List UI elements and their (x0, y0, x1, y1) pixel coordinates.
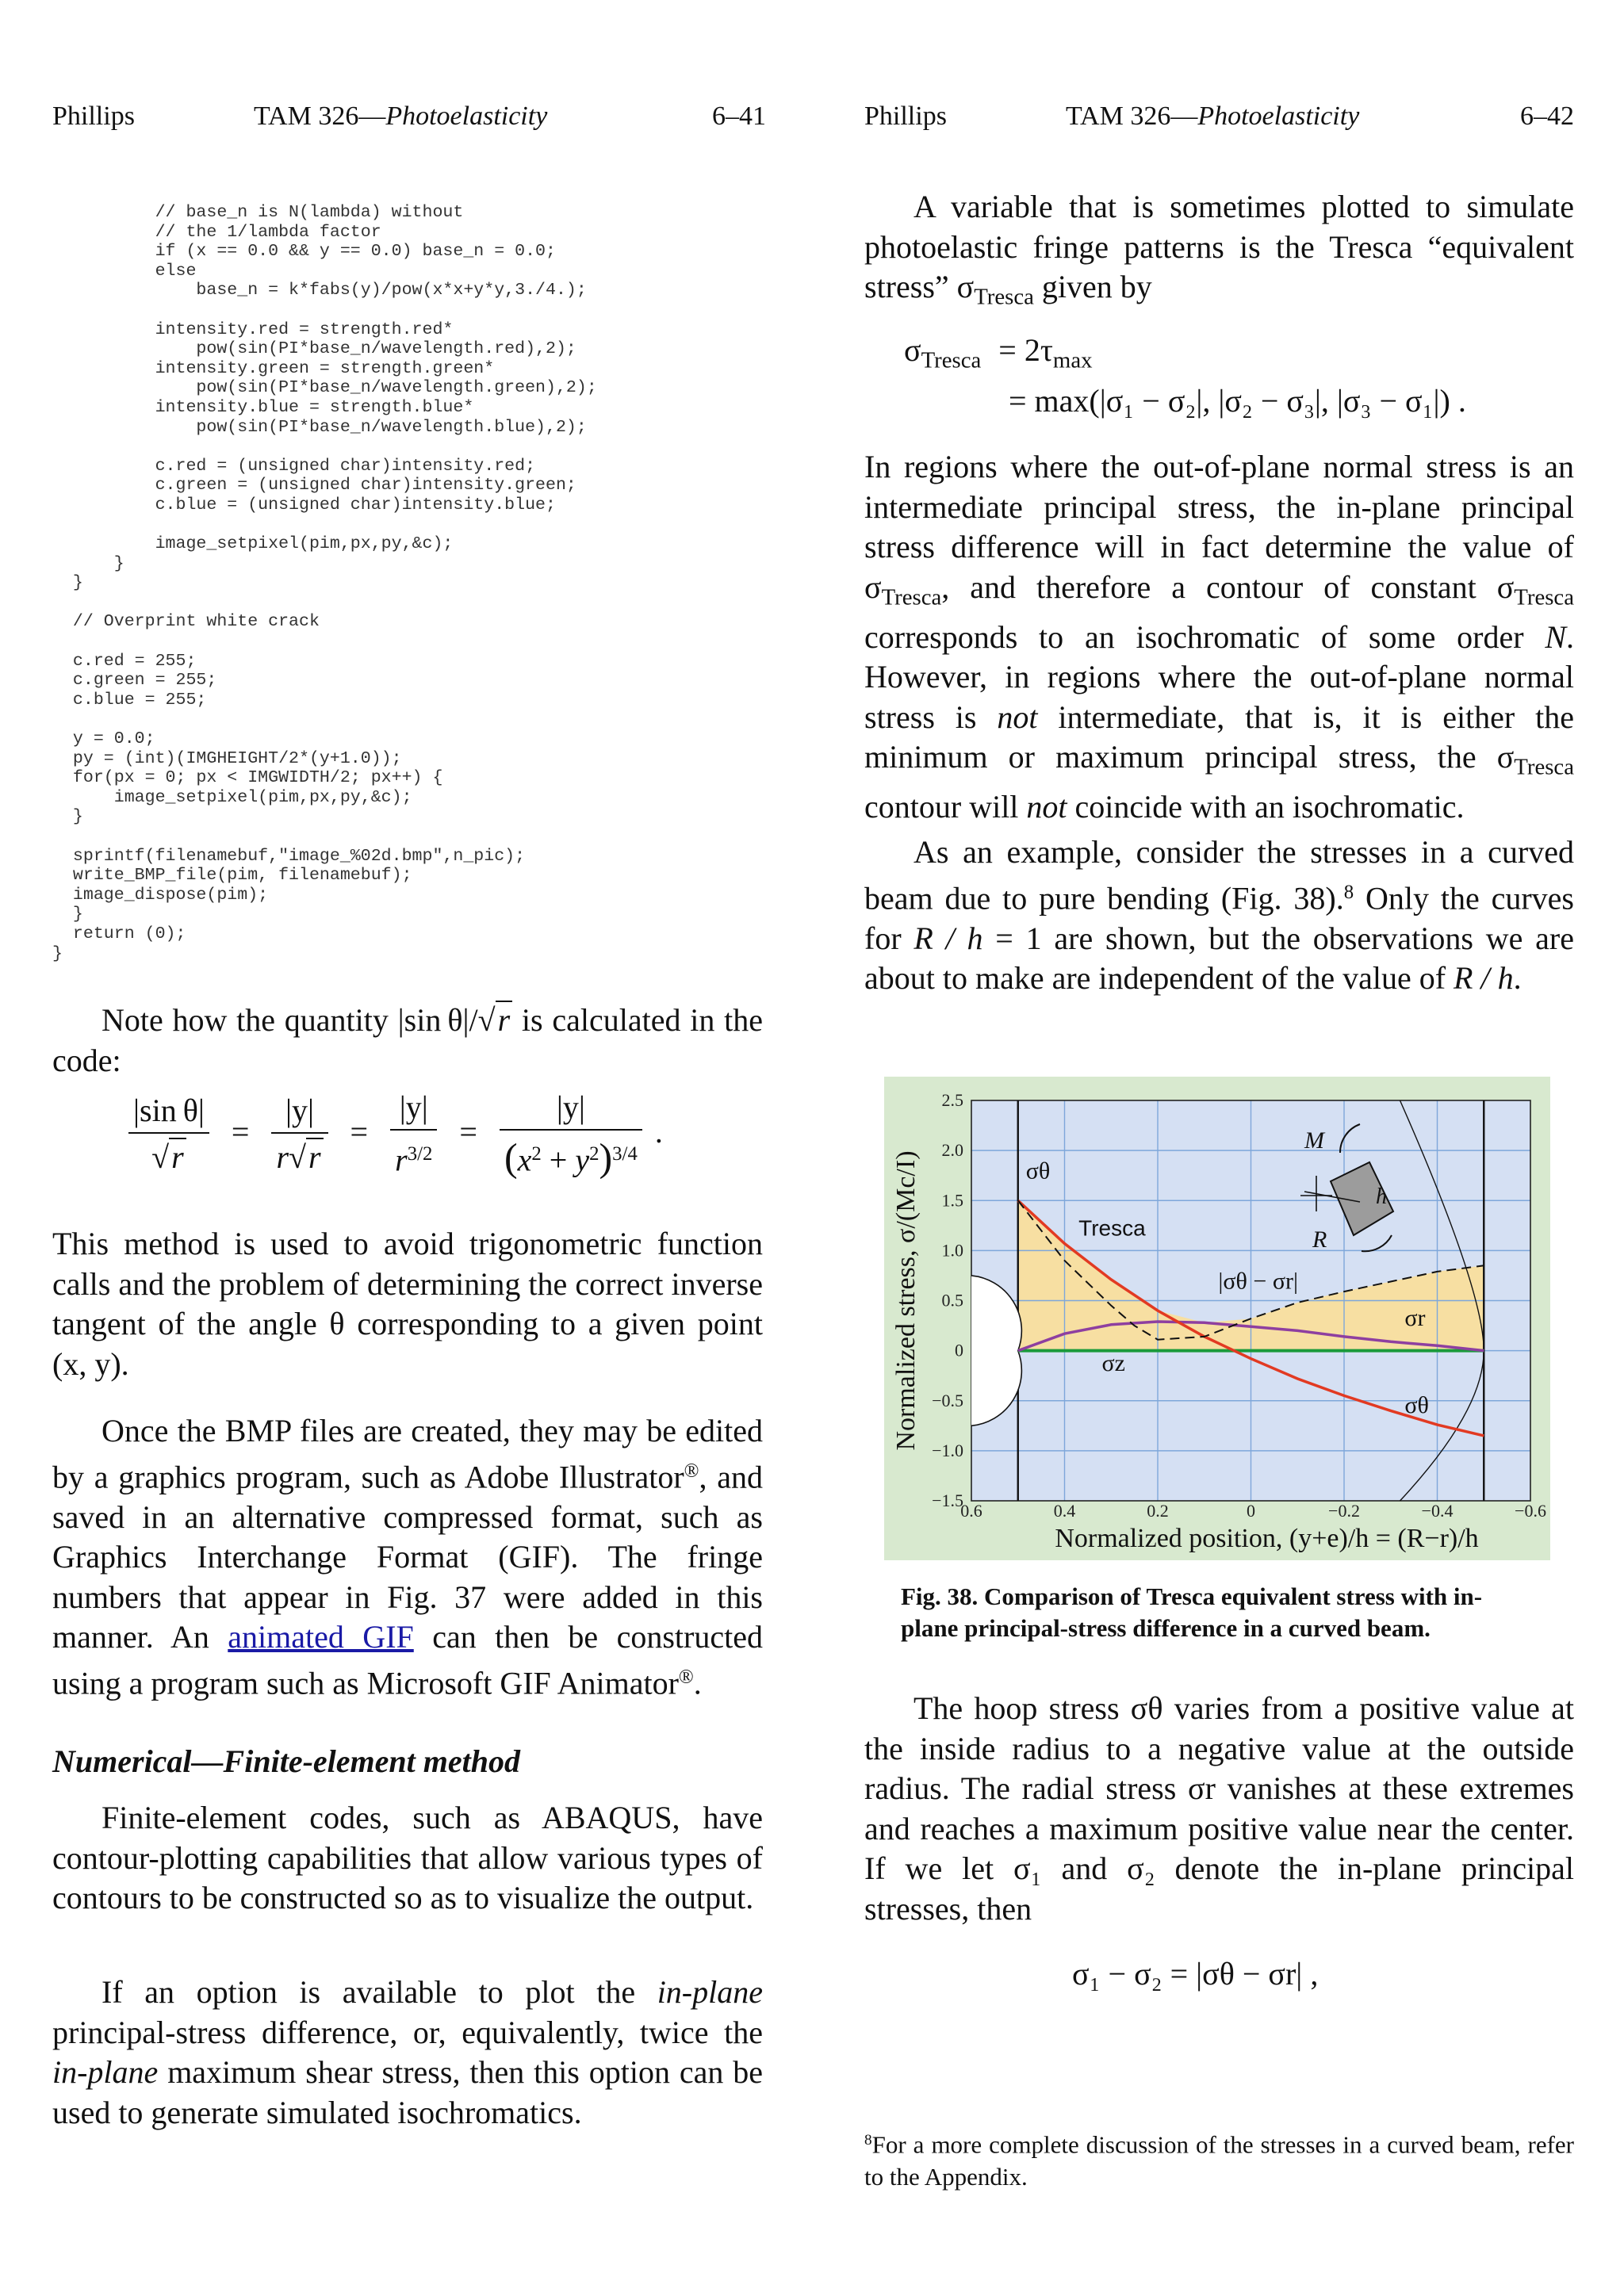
y-tick-label: −1.0 (932, 1440, 963, 1460)
code-line: // base_n is N(lambda) without (155, 203, 464, 222)
eq2-max-sub: max (1052, 347, 1093, 373)
sigma-symbol: σ (1496, 568, 1515, 605)
code-listing (52, 203, 597, 963)
option-text-2: principal-stress difference, or, equivalently, twice the (52, 2014, 763, 2050)
code-line: intensity.red = strength.red* (155, 320, 454, 339)
code-line: c.red = (unsigned char)intensity.red; (155, 456, 536, 476)
sigma-tresca-inline-1 (864, 568, 942, 610)
code-line: intensity.green = strength.green* (155, 358, 495, 378)
tresca-subscript: Tresca (881, 584, 942, 610)
code-line: } (52, 943, 63, 963)
note-text-before: Note how the quantity |sin θ|/ (102, 1002, 478, 1038)
code-line: pow(sin(PI*base_n/wavelength.red),2); (196, 339, 576, 359)
eq1-term1-num: |sin θ| (128, 1089, 209, 1134)
sigma-theta: σθ (1130, 1690, 1163, 1726)
x-tick-label: 0.4 (1053, 1501, 1076, 1521)
left-page-header (52, 101, 766, 136)
eq1-term1-den: √r (128, 1134, 209, 1181)
eq2-sigma: σ (904, 332, 921, 368)
y-tick-label: 0.5 (941, 1290, 963, 1311)
code-line: c.green = (unsigned char)intensity.green; (155, 476, 576, 496)
code-line: // Overprint white crack (72, 612, 320, 632)
option-em-1: in-plane (657, 1974, 763, 2010)
example-text-3: = 1 are shown, but the observations we are about to make are independent of the value of (864, 920, 1575, 997)
code-line: if (x == 0.0 && y == 0.0) base_n = 0.0; (155, 242, 556, 262)
bmp-text-1: Once the BMP files are created, they may be edited by a graphics program, such as Adobe Illustrator (52, 1413, 763, 1495)
code-line: write_BMP_file(pim, filenamebuf); (72, 866, 412, 886)
code-line: return (0); (72, 924, 186, 943)
code-line: y = 0.0; (72, 729, 155, 749)
eq1-term4-den: $(x^2 + y^2)^{3/4}$ (504, 1135, 638, 1180)
label-moment: M (1304, 1127, 1324, 1154)
code-line: } (72, 807, 83, 827)
label-sigma-theta-top: σθ (1025, 1158, 1051, 1184)
bmp-text-2: , and saved in an alternative compressed format, such as Graphics Interchange Format (GIF). The fringe numbers that appear in Fig. 37 were added in this manner. An (52, 1459, 763, 1655)
code-line: } (113, 553, 124, 573)
header-page-number: 6–41 (712, 101, 766, 131)
eq1-term3-num: |y| (390, 1086, 437, 1131)
eq1-term3-den-base: r (395, 1142, 408, 1178)
code-line: c.blue = (unsigned char)intensity.blue; (155, 495, 556, 515)
eq1-term2 (271, 1089, 327, 1181)
hoop-text-4: and (1041, 1850, 1128, 1886)
regions-text-1: In regions where the out-of-plane normal stress is an intermediate principal stress, the in-plane principal stress difference will in fact determine the value of (864, 449, 1574, 564)
example-text-4: . (1513, 960, 1522, 997)
tresca-tail: given by (1033, 269, 1152, 304)
sigma-symbol: σ (864, 568, 882, 605)
regions-text-5: intermediate, that is, it is either the minimum or maximum principal stress, the (864, 698, 1574, 775)
code-line: else (155, 261, 197, 281)
x-tick-label: 0 (1247, 1501, 1255, 1521)
header-course-code: TAM 326— (1066, 101, 1198, 131)
header-course (1066, 101, 1359, 132)
y-tick-label: 1.5 (941, 1190, 963, 1211)
option-text-1: If an option is available to plot the (102, 1974, 657, 2010)
paragraph-note (52, 1001, 763, 1081)
label-h: h (1376, 1184, 1387, 1209)
paragraph-bmp (52, 1411, 763, 1704)
paragraph-hoop (864, 1689, 1574, 1929)
label-principal-difference: |σθ − σr| (1218, 1268, 1299, 1295)
code-line: for(px = 0; px < IMGWIDTH/2; px++) { (72, 768, 443, 788)
code-line: } (72, 905, 83, 924)
paragraph-example (864, 832, 1574, 999)
equation-principal-difference: σ₁ − σ₂ = |σθ − σr| , (1072, 1956, 1319, 1992)
x-tick-label: −0.6 (1515, 1501, 1546, 1521)
eq2-tresca-sub: Tresca (921, 347, 982, 373)
figure-caption: Fig. 38. Comparison of Tresca equivalent stress with in-plane principal-stress difference in a curved beam. (901, 1582, 1483, 1642)
registered-mark: ® (684, 1460, 699, 1482)
x-tick-label: −0.4 (1421, 1501, 1454, 1521)
code-line: pow(sin(PI*base_n/wavelength.green),2); (196, 378, 597, 398)
y-tick-label: −0.5 (932, 1390, 963, 1410)
hoop-text-2: varies from a positive value at the inside radius to a negative value at the outside radius. The radial stress (864, 1690, 1574, 1806)
y-tick-label: 2.5 (941, 1090, 963, 1110)
footnote-mark: 8 (864, 2132, 872, 2149)
x-axis-label: Normalized position, (y+e)/h = (R−r)/h (1055, 1524, 1479, 1553)
y-tick-label: 2.0 (941, 1140, 963, 1161)
footnote-ref[interactable]: 8 (1343, 881, 1354, 903)
y-tick-label: −1.5 (932, 1490, 963, 1510)
tresca-subscript: Tresca (1514, 754, 1574, 780)
eq1-term2-den: r√r (271, 1134, 327, 1181)
y-tick-label: 0 (955, 1340, 963, 1360)
label-tresca: Tresca (1078, 1215, 1146, 1241)
sigma-symbol: σ (1496, 739, 1515, 775)
example-text-2: Only the curves for (864, 880, 1575, 956)
section-heading: Numerical—Finite-element method (52, 1743, 520, 1779)
eq1-term3-den-exp: 3/2 (407, 1143, 433, 1165)
footnote-text: For a more complete discussion of the stresses in a curved beam, refer to the Appendix. (864, 2130, 1574, 2191)
paragraph-method: This method is used to avoid trigonometric function calls and the problem of determining the correct inverse tangent of the angle θ corresponding to a given point (x, y). (52, 1226, 763, 1382)
eq1-term1 (128, 1089, 209, 1181)
regions-text-7: coincide with an isochromatic. (1067, 789, 1465, 825)
paragraph-regions (864, 447, 1574, 828)
header-page-number: 6–42 (1520, 101, 1574, 131)
eq1-term3-den (390, 1131, 437, 1184)
equation-sin-ratio: $\frac{\text{|sin θ|}}{√r}$ = $\frac{|y|}{r√r}$ = $\frac{|y|}{r^{3/2}}$ = $\frac{|y|}{(x^2 + y^2)^{3/4}}$ . (128, 1086, 663, 1184)
code-line: image_dispose(pim); (72, 885, 269, 905)
x-tick-label: −0.2 (1328, 1501, 1360, 1521)
bmp-text-end: . (693, 1665, 702, 1701)
code-line: py = (int)(IMGHEIGHT/2*(y+1.0)); (72, 748, 402, 768)
hoop-text-5: denote the in-plane principal stresses, then (864, 1850, 1575, 1927)
regions-em-N: N (1545, 618, 1566, 655)
example-em-1: R / h (914, 920, 983, 956)
hoop-text-1: The hoop stress (914, 1690, 1131, 1726)
animated-gif-link[interactable]: animated GIF (228, 1619, 414, 1655)
equation-tresca-line1 (904, 331, 1093, 374)
code-line: c.red = 255; (72, 651, 197, 671)
footnote (864, 2125, 1574, 2193)
paragraph-option (52, 1973, 763, 2133)
equation-tresca-line2: = max(|σ₁ − σ₂|, |σ₂ − σ₃|, |σ₃ − σ₁|) . (1009, 383, 1466, 419)
regions-text-3: corresponds to an isochromatic of some order (864, 618, 1545, 655)
sigma-symbol: σ (956, 269, 975, 304)
sigma-2: σ₂ (1127, 1850, 1155, 1886)
label-sigma-theta-bottom: σθ (1404, 1391, 1429, 1418)
paragraph-tresca (864, 187, 1574, 317)
code-line: pow(sin(PI*base_n/wavelength.blue),2); (196, 417, 587, 437)
registered-mark-2: ® (678, 1666, 694, 1688)
code-line: // the 1/lambda factor (155, 222, 381, 242)
bmp-text-3: can then be constructed using a program such as Microsoft GIF Animator (52, 1619, 763, 1701)
label-sigma-z: σz (1101, 1349, 1125, 1376)
tresca-text: A variable that is sometimes plotted to simulate photoelastic fringe patterns is the Tresca “equivalent stress” (864, 189, 1574, 304)
eq1-term4-exp: 3/4 (612, 1143, 638, 1165)
eq1-term4-num: |y| (500, 1086, 642, 1131)
code-line: sprintf(filenamebuf,"image_%02d.bmp",n_pic); (72, 846, 526, 866)
label-R: R (1312, 1226, 1327, 1253)
code-line: intensity.blue = strength.blue* (155, 397, 474, 417)
eq1-term4 (500, 1086, 642, 1184)
x-tick-label: 0.6 (960, 1501, 982, 1521)
sigma-1: σ₁ (1013, 1850, 1042, 1886)
option-em-2: in-plane (52, 2054, 159, 2090)
code-line: c.green = 255; (72, 671, 217, 691)
label-sigma-r: σr (1404, 1305, 1426, 1332)
regions-text-6: contour will (864, 789, 1027, 825)
code-line: base_n = k*fabs(y)/pow(x*x+y*y,3./4.); (196, 281, 587, 300)
header-author: Phillips (864, 101, 947, 131)
y-tick-label: 1.0 (941, 1240, 963, 1261)
option-text-3: maximum shear stress, then this option can be used to generate simulated isochromatics. (52, 2054, 763, 2130)
note-text-after: is calculated in the code: (52, 1002, 763, 1078)
sigma-tresca (956, 269, 1034, 310)
sigma-tresca-inline-2 (1496, 568, 1574, 610)
eq1-term2-num: |y| (271, 1089, 327, 1134)
paragraph-finite-element: Finite-element codes, such as ABAQUS, have contour-plotting capabilities that allow various types of contours to be constructed so as to visualize the output. (52, 1800, 763, 1915)
header-course (254, 101, 547, 132)
sigma-tresca-inline-3 (1496, 739, 1574, 780)
eq1-term3 (390, 1086, 437, 1184)
code-line: c.blue = 255; (72, 690, 207, 710)
regions-text-2: , and therefore a contour of constant (941, 568, 1497, 605)
sqrt-r: √r (478, 1001, 513, 1038)
y-axis-label: Normalized stress, σ/(Mc/I) (891, 1150, 921, 1451)
right-page-header (864, 101, 1574, 136)
regions-text-4: . However, in regions where the out-of-plane normal stress is (864, 618, 1574, 735)
regions-em-not-2: not (1026, 789, 1067, 825)
regions-em-not-1: not (997, 698, 1038, 735)
x-tick-label: 0.2 (1147, 1501, 1169, 1521)
example-em-2: R / h (1454, 960, 1514, 997)
code-line: image_setpixel(pim,px,py,&c); (155, 534, 454, 554)
figure-38-chart (884, 1077, 1550, 1560)
code-line: } (72, 573, 83, 593)
header-course-topic: Photoelasticity (1197, 101, 1360, 131)
sigma-r: σr (1188, 1770, 1216, 1806)
header-course-topic: Photoelasticity (385, 101, 548, 131)
header-author: Phillips (52, 101, 135, 131)
eq2-line1: = 2τ (998, 332, 1053, 368)
hoop-text-3: vanishes at these extremes and reaches a maximum positive value near the center. If we let (864, 1770, 1574, 1886)
tresca-subscript: Tresca (1514, 584, 1574, 610)
tresca-subscript: Tresca (974, 284, 1034, 310)
code-line: image_setpixel(pim,px,py,&c); (113, 787, 412, 807)
header-course-code: TAM 326— (254, 101, 386, 131)
example-text-1: As an example, consider the stresses in a curved beam due to pure bending (Fig. 38). (864, 834, 1574, 916)
